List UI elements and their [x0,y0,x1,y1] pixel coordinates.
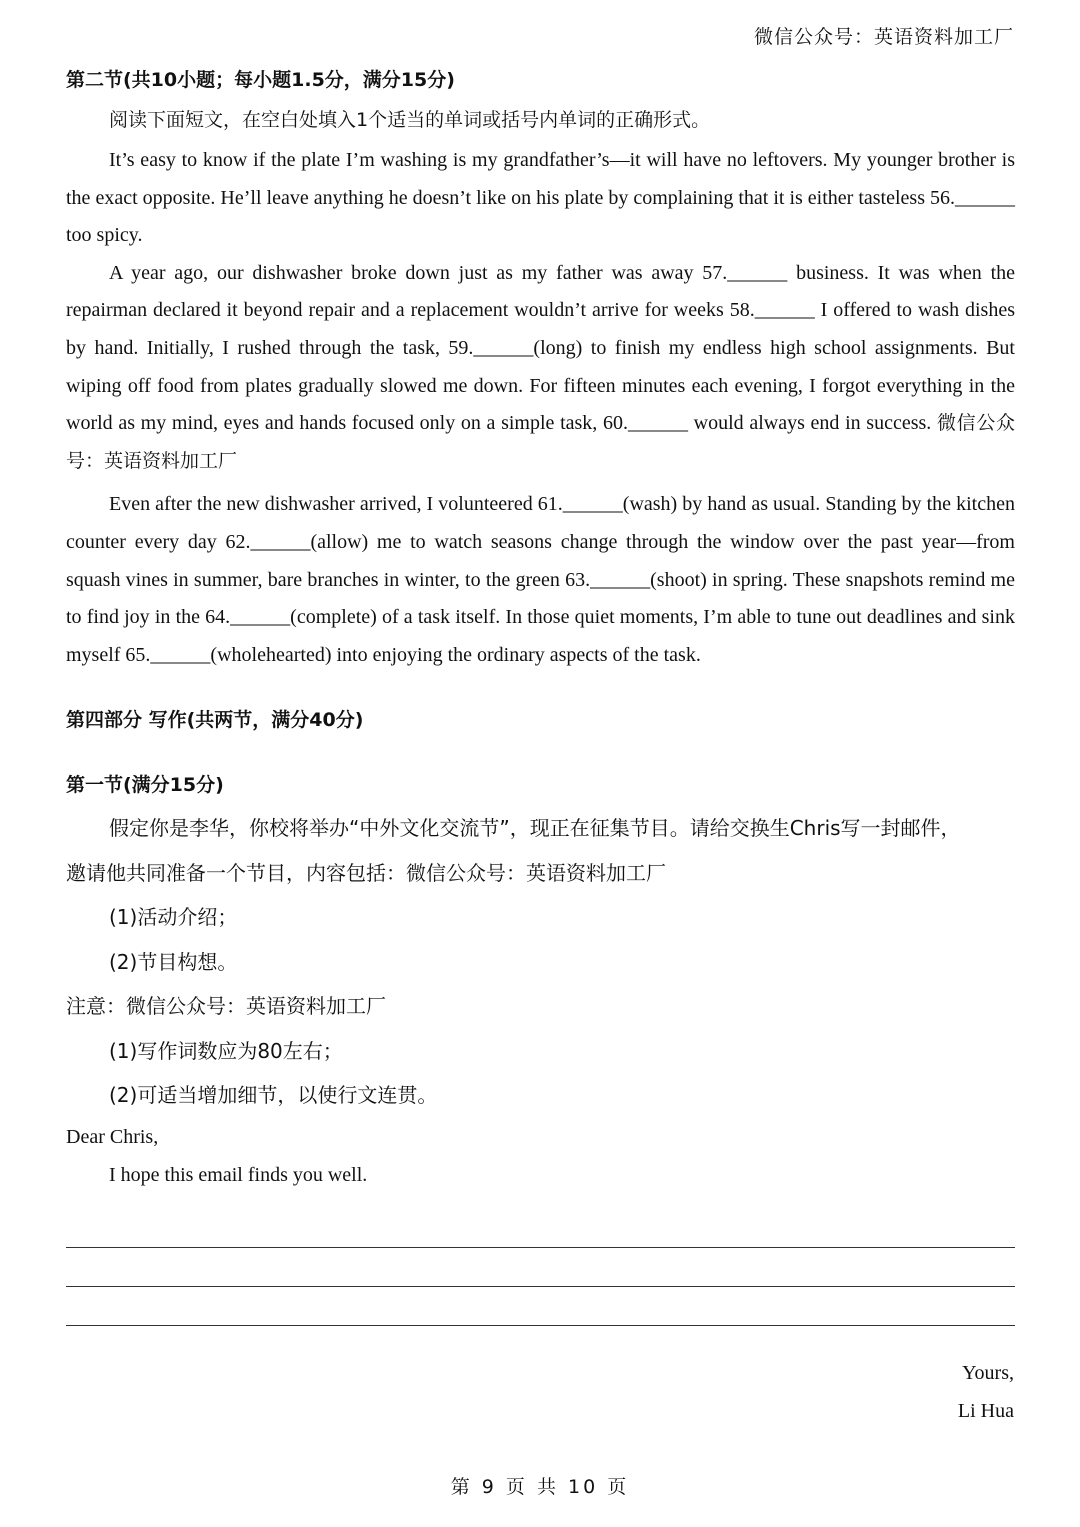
section2-instruction: 阅读下面短文，在空白处填入1个适当的单词或括号内单词的正确形式。 [109,109,711,131]
answer-line-2 [66,1286,1015,1287]
answer-line-1 [66,1247,1015,1248]
passage-paragraph-2-text: A year ago, our dishwasher broke down just as my father was away 57.______ business. It was when the repairman declared it beyond repair and a replacement wouldn’t arrive for weeks 58.______ I offered to wash dishes by hand. Initially, I rushed through the task, 59.______(long) to finish my endless high school assignments. But wiping off food from plates gradually slowed me down. For fifteen minutes each evening, I forgot everything in the world as my mind, eyes and hands focused only on a simple task, 60.______ would always end in success. [66,261,1015,435]
section2-title: 第二节(共10小题；每小题1.5分，满分15分) [66,69,455,91]
passage-paragraph-3: Even after the new dishwasher arrived, I volunteered 61.______(wash) by hand as usual. Standing by the kitchen counter every day 62.______(allow) me to watch seasons change through the window over the past year—from squash vines in summer, bare branches in winter, to the green 63.______(shoot) in spring. These snapshots remind me to find joy in the 64.______(complete) of a task itself. In those quiet moments, I’m able to tune out deadlines and sink myself 65.______(wholehearted) into enjoying the ordinary aspects of the task. [66,493,1015,666]
writing-note-heading: 注意：微信公众号：英语资料加工厂 [66,994,386,1019]
letter-closing: Yours, [962,1362,1014,1384]
answer-line-3 [66,1325,1015,1326]
writing-note-item-2: (2)可适当增加细节，以使行文连贯。 [109,1083,438,1108]
writing-prompt-line-2: 邀请他共同准备一个节目，内容包括：微信公众号：英语资料加工厂 [66,860,666,885]
letter-signature: Li Hua [957,1400,1014,1422]
passage-paragraph-1: It’s easy to know if the plate I’m washing is my grandfather’s—it will have no leftovers. My younger brother is the exact opposite. He’ll leave anything he doesn’t like on his plate by complaining that it is either tasteless 56.______ too spicy. [66,149,1015,247]
passage-paragraph-2-watermark: 微信公众号：英语资料加工厂 [66,412,1015,472]
letter-greeting: Dear Chris, [66,1125,159,1148]
header-watermark-note: 微信公众号：英语资料加工厂 [753,26,1014,48]
letter-opening-line: I hope this email finds you well. [109,1163,368,1186]
passage-paragraph-2 [66,255,1015,481]
writing-content-item-1: (1)活动介绍； [109,905,238,930]
writing-section1-title: 第一节(满分15分) [66,774,224,797]
page-content [66,62,1015,1194]
writing-content-item-2: (2)节目构想。 [109,949,238,974]
writing-prompt-line-1: 假定你是李华，你校将举办“中外文化交流节”，现正在征集节目。请给交换生Chris写一封邮件， [109,816,961,841]
page-number-footer: 第 9 页 共 10 页 [450,1476,630,1498]
part4-title: 第四部分 写作(共两节，满分40分) [66,709,364,732]
writing-note-item-1: (1)写作词数应为80左右； [109,1038,343,1063]
